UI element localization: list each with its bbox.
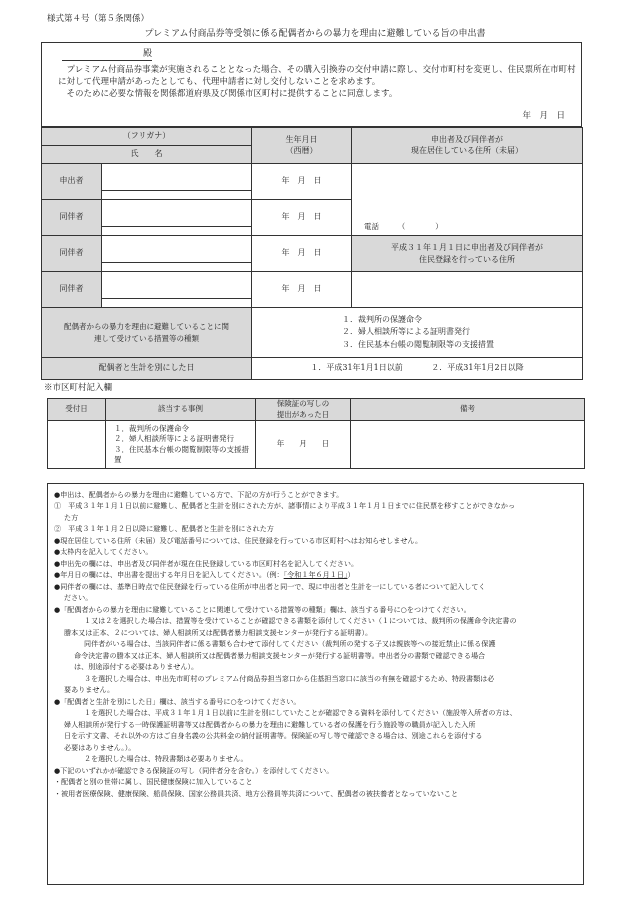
note-line: ●申出は、配偶者からの暴力を理由に避難している方で、下記の方が行うことができます。: [54, 490, 344, 499]
municipal-copy-line1: 保険証の写しの: [276, 399, 330, 409]
row-label-companion-3: 同伴者: [42, 272, 102, 308]
address-header-line2: 現在居住している住所（未届）: [411, 145, 524, 155]
note-line: ・配偶者と別の世帯に属し、国民健康保険に加入していること: [54, 777, 253, 787]
measures-label-line2: 連して受けている措置等の種類: [94, 333, 199, 343]
declaration-box: [41, 42, 582, 127]
note-line: ●「配偶者と生計を別にした日」欄は、該当する番号に○をつけてください。: [54, 696, 301, 706]
applicant-birthdate-field[interactable]: 年 月 日: [252, 164, 352, 200]
registered-address-line2: 住民登録を行っている住所: [419, 254, 516, 264]
separation-label: 配偶者と生計を別にした日: [42, 358, 252, 380]
note-line: ３を選択した場合は、申出先市町村のプレミアム付商品券担当窓口から住基担当窓口に該当の有無を確認するため、特段書類は必: [84, 673, 495, 683]
note-line: 日を示す文書、それ以外の方はご自身名義の公共料金の納付証明書等。保険証の写し等で確認できる場合は、別途これらを添付する: [64, 731, 483, 741]
municipal-remarks-header: 備考: [351, 399, 585, 421]
municipal-date-field[interactable]: [48, 421, 106, 469]
measure-option-3[interactable]: ３．住民基本台帳の閲覧制限等の支援措置: [342, 339, 495, 349]
municipal-table: [47, 398, 585, 469]
name-header: 氏 名: [42, 146, 252, 164]
separation-options[interactable]: [252, 358, 583, 380]
note-line: ●現在居住している住所（未届）及び電話番号については、住民登録を行っている市区町村へはお知らせしません。: [54, 535, 423, 545]
note-line: ① 平成３１年１月１日以前に避難し、配偶者と生計を別にされた方が、諸事情により平成３１年１月１日までに住民票を移すことができなかっ: [54, 501, 516, 511]
measures-options[interactable]: [252, 308, 583, 358]
note-line: ●申出先の欄には、申出者及び同伴者が現在住民登録している市区町村名を記入してください。: [54, 558, 359, 568]
note-line: ●下記のいずれかが確認できる保険証の写し（同伴者分を含む。）を添付してください。: [54, 765, 334, 775]
note-line: 謄本又は正本、２については、婦人相談所又は配偶者暴力相談支援センターが発行する証明書）。: [64, 627, 373, 637]
note-line: 命令決定書の謄本又は正本、婦人相談所又は配偶者暴力相談支援センターが発行する証明書等。申出者分の書類で確認できる場合: [74, 650, 486, 660]
note-example-close: ）: [347, 570, 355, 580]
birthdate-label: 生年月日: [285, 134, 318, 144]
municipal-case-list[interactable]: [106, 421, 256, 469]
note-line: ●太枠内を記入してください。: [54, 547, 153, 557]
registered-address-line1: 平成３１年１月１日に申出者及び同伴者が: [391, 242, 544, 252]
companion-2-birthdate-field[interactable]: 年 月 日: [252, 236, 352, 272]
municipal-copy-line2: 提出があった日: [276, 409, 330, 419]
municipal-copy-header: [256, 399, 351, 421]
birthdate-sublabel: （西暦）: [285, 145, 318, 155]
declaration-paragraph-2: そのために必要な情報を関係都道府県及び関係市区町村に提供することに同意します。: [66, 88, 398, 99]
note-line: １又は２を選択した場合は、措置等を受けていることが確認できる書類を添付してください（１については、裁判所の保護命令決定書の: [84, 616, 517, 626]
measure-option-2[interactable]: ２．婦人相談所等による証明書発行: [342, 327, 471, 337]
form-number: 様式第４号（第５条関係）: [47, 14, 150, 24]
note-line: ２を選択した場合は、特段書類は必要ありません。: [84, 754, 248, 764]
declaration-paragraph-1: プレミアム付商品券事業が実施されることとなった場合、その購入引換券の交付申請に際し、交付市町村を変更し、住民票所在市町村に対して代理申請があったとしても、代理申請者に対し交付しないことを求めます。: [58, 65, 576, 87]
note-line: は、別途添付する必要はありません）。: [74, 662, 199, 672]
note-line: た方: [64, 512, 79, 522]
document-title: プレミアム付商品券等受領に係る配偶者からの暴力を理由に避難している旨の申出書: [144, 29, 486, 39]
instructions-box: [47, 483, 584, 885]
companion-1-birthdate-field[interactable]: 年 月 日: [252, 200, 352, 236]
note-line: ② 平成３１年１月２日以降に避難し、配偶者と生計を別にされた方: [54, 524, 274, 534]
address-header-line1: 申出者及び同伴者が: [431, 134, 504, 144]
current-address-field[interactable]: [352, 164, 583, 236]
birthdate-header: [252, 128, 352, 164]
phone-field[interactable]: 電話 （ ）: [364, 221, 443, 231]
note-line: １を選択した場合は、平成３１年１月１日以前に生計を別にしていたことが確認できる資料を添付してください（施設等入所者の方は、: [84, 708, 517, 718]
municipal-copy-date-field[interactable]: 年 月 日: [256, 421, 351, 469]
row-label-applicant: 申出者: [42, 164, 102, 200]
note-line: 同伴者がいる場合は、当該同伴者に係る書類も合わせて添付してください（裁判所の発する子又は親族等への接近禁止に係る保護: [84, 639, 496, 649]
declaration-text: [58, 65, 576, 101]
municipal-case-3: ３．住民基本台帳の閲覧制限等の支援措: [114, 444, 249, 454]
note-line: ●「配偶者からの暴力を理由に避難していることに関連して受けている措置等の種類」欄は、該当する番号に○をつけてください。: [54, 604, 471, 614]
address-header: [352, 128, 583, 164]
companion-1-name-field[interactable]: [102, 200, 252, 236]
row-label-companion-2: 同伴者: [42, 236, 102, 272]
note-line: ・被用者医療保険、健康保険、船員保険、国家公務員共済、地方公務員等共済について、配偶者の被扶養者となっていないこと: [54, 788, 459, 798]
companion-3-name-field[interactable]: [102, 272, 252, 308]
applicant-table: [41, 127, 583, 380]
note-line: 必要はありません。）。: [64, 742, 136, 752]
municipal-date-header: 受付日: [48, 399, 106, 421]
note-line: [54, 569, 577, 580]
note-example: 「令和１年６月１日」: [283, 570, 348, 580]
municipal-section-title: ※市区町村記入欄: [44, 383, 113, 393]
furigana-header: （フリガナ）: [42, 128, 252, 146]
note-line: ●同伴者の欄には、基準日時点で住民登録を行っている住所が申出者と同一で、現に申出者と生計を一にしている者について記入してく: [54, 581, 486, 591]
note-line: ださい。: [64, 593, 93, 603]
municipal-case-header: 該当する事例: [106, 399, 256, 421]
addressee-field[interactable]: 殿: [62, 48, 152, 61]
applicant-furigana-field[interactable]: [102, 173, 251, 191]
registered-address-header: [352, 236, 583, 272]
note-line: 婦人相談所が発行する一時保護証明書等又は配偶者からの暴力を理由に避難している者の保護を行う施設等の職員が記入した入所: [64, 719, 476, 729]
companion-3-furigana-field[interactable]: [102, 281, 251, 299]
companion-3-birthdate-field[interactable]: 年 月 日: [252, 272, 352, 308]
note-line: 要ありません。: [64, 685, 115, 695]
note-text: ●年月日の欄には、申出書を提出する年月日を記入してください。（例：: [54, 570, 284, 580]
municipal-remarks-field[interactable]: [351, 421, 585, 469]
row-label-companion-1: 同伴者: [42, 200, 102, 236]
measures-label-line1: 配偶者からの暴力を理由に避難していることに関: [64, 321, 229, 331]
measure-option-1[interactable]: １．裁判所の保護命令: [342, 314, 423, 324]
registered-address-field[interactable]: [352, 272, 583, 308]
municipal-case-3-cont: 置: [114, 455, 122, 464]
separation-option-2[interactable]: ２．平成31年1月2日以降: [431, 363, 524, 373]
companion-2-name-field[interactable]: [102, 236, 252, 272]
measures-label: [42, 308, 252, 358]
municipal-case-2: ２．婦人相談所等による証明書発行: [114, 434, 234, 443]
companion-1-furigana-field[interactable]: [102, 209, 251, 227]
companion-2-furigana-field[interactable]: [102, 245, 251, 263]
applicant-name-field[interactable]: [102, 164, 252, 200]
declaration-date[interactable]: 年 月 日: [522, 111, 565, 121]
municipal-case-1: １．裁判所の保護命令: [114, 423, 189, 433]
separation-option-1[interactable]: １．平成31年1月1日以前: [310, 363, 403, 373]
